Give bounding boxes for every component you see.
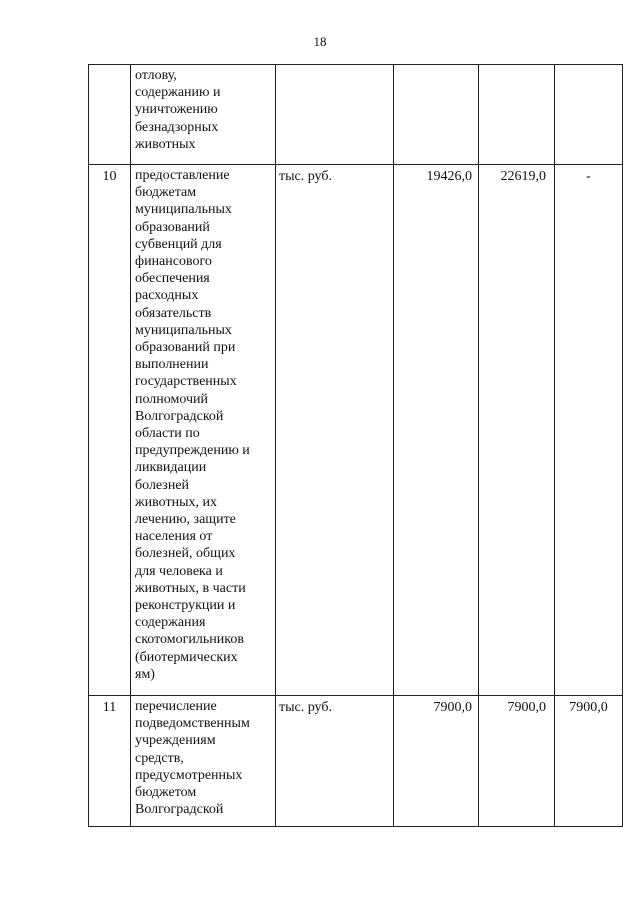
- name-line: населения от: [135, 529, 213, 545]
- row-value-3-cell: 7900,0: [555, 696, 623, 827]
- row-unit-cell: тыс. руб.: [276, 696, 394, 827]
- row-unit-cell: [276, 65, 394, 165]
- table-row: [89, 696, 623, 827]
- row-value-1-cell: 19426,0: [394, 165, 479, 696]
- name-line: полномочий: [135, 391, 209, 407]
- name-line: расходных: [135, 288, 199, 304]
- name-line: Волгоградской: [135, 802, 224, 818]
- table-row: [89, 65, 623, 165]
- name-line: финансового: [135, 254, 212, 270]
- row-number-cell: 11: [89, 696, 131, 827]
- row-value-2-cell: [479, 65, 555, 165]
- name-line: предупреждению и: [135, 443, 250, 459]
- row-value-2-cell: 22619,0: [479, 165, 555, 696]
- name-line: муниципальных: [135, 322, 232, 338]
- name-line: (биотермических: [135, 649, 238, 665]
- name-line: бюджетом: [135, 785, 197, 801]
- name-line: области по: [135, 426, 200, 442]
- row-name-cell: [131, 165, 276, 696]
- name-line: болезней: [135, 477, 190, 493]
- name-line: муниципальных: [135, 202, 232, 218]
- row-value-3-cell: -: [555, 165, 623, 696]
- name-line: животных: [135, 136, 196, 152]
- row-value-1-cell: 7900,0: [394, 696, 479, 827]
- name-line: ям): [135, 666, 155, 682]
- page-number: 18: [313, 34, 327, 49]
- name-line: болезней, общих: [135, 546, 236, 562]
- name-line: лечению, защите: [135, 512, 236, 528]
- row-unit-cell: тыс. руб.: [276, 165, 394, 696]
- row-value-3-cell: [555, 65, 623, 165]
- name-line: содержанию и: [135, 85, 221, 101]
- name-line: уничтожению: [135, 102, 218, 118]
- name-line: животных, их: [135, 494, 218, 510]
- row-value-1-cell: [394, 65, 479, 165]
- row-number-cell: [89, 65, 131, 165]
- name-line: для человека и: [135, 563, 223, 579]
- row-number-cell: 10: [89, 165, 131, 696]
- name-line: перечисление: [135, 699, 217, 714]
- row-name-cell: [131, 65, 276, 165]
- name-line: животных, в части: [135, 580, 246, 596]
- table-row: [89, 165, 623, 696]
- name-line: субвенций для: [135, 236, 222, 252]
- name-line: предоставление: [135, 168, 230, 183]
- row-name-cell: [131, 696, 276, 827]
- name-line: подведомственным: [135, 716, 250, 732]
- name-line: обязательств: [135, 305, 212, 321]
- name-line: ликвидации: [135, 460, 207, 476]
- name-line: обеспечения: [135, 271, 210, 287]
- name-line: выполнении: [135, 357, 209, 373]
- name-line: отлову,: [135, 68, 177, 83]
- name-line: образований: [135, 219, 210, 235]
- name-line: бюджетам: [135, 185, 197, 201]
- name-line: образований при: [135, 340, 236, 356]
- name-line: Волгоградской: [135, 408, 224, 424]
- name-line: учреждениям: [135, 733, 216, 749]
- name-line: скотомогильников: [135, 632, 244, 648]
- table-body: [89, 65, 623, 827]
- row-value-2-cell: 7900,0: [479, 696, 555, 827]
- name-line: безнадзорных: [135, 119, 219, 135]
- name-line: государственных: [135, 374, 237, 390]
- name-line: реконструкции и: [135, 598, 236, 614]
- name-line: содержания: [135, 615, 206, 631]
- name-line: средств,: [135, 750, 184, 766]
- indicators-table: [88, 64, 623, 827]
- name-line: предусмотренных: [135, 767, 243, 783]
